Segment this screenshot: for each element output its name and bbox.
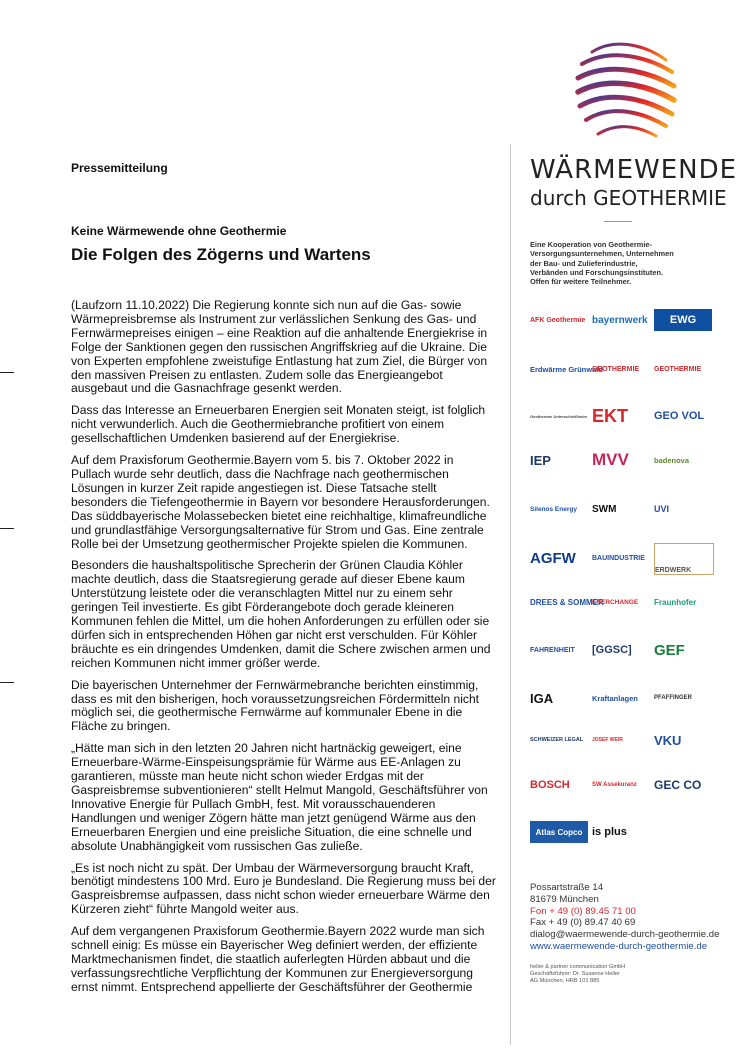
partner-logo [592, 770, 650, 800]
partner-logo-text: EKT [592, 405, 628, 426]
partner-logo [654, 817, 712, 847]
partner-logo-text: Atlas Copco [535, 827, 583, 837]
partner-logo [530, 635, 588, 665]
paragraph: Besonders die haushaltspolitische Sprecherin der Grünen Claudia Köhler machte deutlich, dass die Staatsregierung gerade auf dieser Ebene kaum Unterstützung leistete oder die veranschlagten Mittel nur zu einem sehr geringen Teil investierte. Es gibt Förderangebote doch gerade kleineren Kommunen fehlen die Mittel, um die hohen Anforderungen zu erfüllen oder sie dürfen sich in entsprechenden Höhen gar nicht erst verschulden. Für Köhler bräuchte es ein dringendes Umdenken, damit die Schere zwischen armen und reichen Kommunen nicht immer größer werde. [71, 558, 491, 670]
partner-logo [530, 683, 588, 713]
partner-logo-text: GEO VOL [654, 410, 705, 422]
partner-logo [592, 354, 650, 384]
partner-logo-text: Kraftanlagen [592, 693, 638, 703]
page-title: Die Folgen des Zögerns und Wartens [71, 245, 371, 264]
partner-logo-text: PFAFFINGER [654, 695, 693, 701]
partner-logo-text: SCHWEIZER LEGAL [530, 737, 584, 743]
partner-logo [654, 401, 712, 431]
partner-logo [592, 401, 650, 431]
brand-rule [604, 221, 632, 222]
paragraph: „Es ist noch nicht zu spät. Der Umbau der Wärmeversorgung braucht Kraft, benötigt mindestens 100 Mrd. Euro je Bundesland. Die Regierung muss bei der Gaspreisbremse aufpassen, dass nicht schon wieder erneuerbare Wärme den Kürzeren zieht“ führte Mangold weiter aus. [71, 860, 496, 917]
subtitle: Keine Wärmewende ohne Geothermie [71, 224, 287, 238]
partner-logo-text: GEOTHERMIE [654, 365, 702, 373]
partner-logo [654, 587, 712, 617]
partner-logo [530, 305, 588, 335]
partner-logo-text: BOSCH [530, 779, 570, 791]
partner-logo-text: JOSEF WEIR [592, 737, 623, 743]
partner-logo-text: MVV [592, 450, 629, 469]
waves-logo-icon [574, 38, 678, 146]
partner-logo-text: GEOTHERMIE [592, 365, 640, 373]
partner-logo [530, 587, 604, 617]
partner-logo-text: EWG [669, 314, 697, 326]
partner-logo-text: SWM [592, 503, 617, 515]
coop-line: Offen für weitere Teilnehmer. [530, 277, 632, 287]
paragraph: (Laufzorn 11.10.2022) Die Regierung konnte sich nun auf die Gas- sowie Wärmepreisbremse als Instrument zur verlässlichen Senkung des Gas- und Fernwärmepreises einigen – eine Reaktion auf die anhaltende Energiekrise in Folge der Sanktionen gegen den russischen Angriffskrieg auf die Ukraine. Die von Experten empfohlene zweistufige Entlastung hat zum Ziel, die Bürger von den massiven Preisen zu entlasten. Zudem solle das Energieangebot ausgebaut und die Gasnachfrage gesenkt werden. [71, 298, 488, 396]
coop-line: Eine Kooperation von Geothermie- [530, 240, 652, 249]
partner-logo-text: DREES & SOMMER [530, 597, 604, 607]
partner-logo [530, 494, 588, 524]
partner-logo-text: Fraunhofer [654, 597, 697, 607]
partner-logo [654, 494, 712, 524]
paragraph: Die bayerischen Unternehmer der Fernwärmebranche berichten einstimmig, dass es mit den bisherigen, hoch voraussetzungsreichen Fördermitteln nicht möglich sei, die geothermische Fernwärme auf kommunaler Ebene in die Fläche zu bringen. [71, 677, 480, 734]
article-body [71, 299, 496, 1003]
brand-tagline: durch GEOTHERMIE [530, 186, 727, 210]
partner-logo-text: Geothermie Unterschleißheim [530, 413, 587, 419]
coop-line: der Bau- und Zulieferindustrie, [530, 258, 638, 268]
partner-logo-text: UVI [654, 504, 670, 514]
partner-logo [654, 635, 712, 665]
contact-email[interactable]: dialog@waermewende-durch-geothermie.de [530, 929, 720, 941]
partner-logo [592, 817, 650, 847]
press-release-label: Pressemitteilung [71, 161, 168, 175]
partner-logo [530, 401, 588, 431]
partner-logo-text: Erdwärme Grünwald [530, 364, 603, 374]
partner-logo [592, 543, 650, 573]
fold-mark-middle [0, 528, 14, 529]
partner-logo [592, 725, 650, 755]
partner-logo [592, 683, 650, 713]
contact-web[interactable]: www.waermewende-durch-geothermie.de [530, 940, 708, 952]
paragraph: Dass das Interesse an Erneuerbaren Energien seit Monaten steigt, ist folglich nicht verwunderlich. Auch die Geothermiebranche profitiert von einem gesellschaftlichen Umdenken basierend auf der Energiekrise. [71, 403, 486, 446]
partner-logo-text: SW Assekuranz [592, 782, 637, 788]
partner-logo [654, 309, 712, 331]
partner-logo [592, 587, 650, 617]
partner-logo-text: ERDWERK [655, 567, 692, 574]
partner-logo [654, 770, 712, 800]
partner-logo [530, 821, 588, 843]
partner-logo-text: ENERCHANGE [592, 598, 639, 606]
fold-mark-bottom [0, 682, 14, 683]
partner-logo [530, 543, 588, 573]
cooperation-text [530, 240, 720, 286]
partner-logo-text: badenova [654, 455, 690, 465]
partner-logo-text: IEP [530, 452, 551, 468]
paragraph: „Hätte man sich in den letzten 20 Jahren nicht hartnäckig geweigert, eine Erneuerbare-Wärme-Einspeisungsprämie für Wärme aus EE-Anlagen zu garantieren, müsste man heute nicht schon wieder Erdgas mit der Gaspreisbremse subventionieren“ stellt Helmut Mangold, Geschäftsführer von Innovative Energie für Pullach GmbH, fest. Mit vorausschauenderen Handlungen und weniger Zögern hätte man jetzt genügend Wärme aus den Erneuerbaren Energien und eine preisliche Situation, die eine schnelle und absolute Unabhängigkeit vom russischen Gas zuließe. [71, 741, 488, 853]
contact-phone: Fon + 49 (0) 89.45 71 00 [530, 905, 636, 917]
brand-wordmark: WÄRMEWENDE [530, 155, 738, 185]
partner-logo [592, 305, 650, 335]
fold-mark-top [0, 372, 14, 373]
partner-logo [654, 543, 714, 575]
partner-logo-text: bayernwerk [592, 314, 648, 326]
partner-logo-text: VKU [654, 732, 682, 748]
paragraph: Auf dem Praxisforum Geothermie.Bayern vom 5. bis 7. Oktober 2022 in Pullach wurde sehr deutlich, dass die Nachfrage nach geothermischen Lösungen in kurzer Zeit rapide angestiegen ist. Diese Tatsache stellt besonders die Tiefengeothermie in Bayern vor besondere Herausforderungen. Das süddbayerische Molassebecken bietet eine reichhaltige, klimafreundliche und grundlastfähige Versorgungsalternative für Strom und Gas. Eine zentrale Rolle bei der Umsetzung geothermischer Projekte spielen die Kommunen. [71, 453, 490, 551]
contact-street: Possartstraße 14 [530, 882, 604, 893]
partner-logo [592, 494, 650, 524]
partner-logo-text: BAUINDUSTRIE [592, 554, 645, 562]
coop-line: Verbänden und Forschungsinstituten. [530, 267, 664, 277]
partner-logo-text: is plus [592, 826, 627, 838]
imprint-line: Geschäftsführer: Dr. Susanne Heller [530, 971, 620, 977]
sidebar-divider [510, 144, 511, 1045]
imprint [530, 964, 625, 985]
paragraph: Auf dem vergangenen Praxisforum Geothermie.Bayern 2022 wurde man sich schnell einig: Es müsse ein Bayerischer Weg definiert werden, der effiziente Marktmechanismen findet, die staatlich auferlegten Hürden abbaut und die verfassungsrechtliche Verpflichtung der Kommunen zur Energieversorgung ernst nimmt. Entsprechend appellierte der Geschäftsführer der Geothermie [71, 924, 485, 994]
partner-logo-text: Silenos Energy [530, 505, 577, 513]
partner-logo [654, 445, 712, 475]
coop-line: Versorgungsunternehmen, Unternehmen [530, 249, 674, 259]
partner-logo-text: [GGSC] [592, 644, 632, 656]
partner-logo-text: IGA [530, 690, 554, 706]
partner-logo [530, 354, 603, 384]
partner-logo-text: AGFW [530, 549, 576, 567]
partner-logo [530, 770, 588, 800]
partner-logo [592, 445, 650, 475]
partner-logo-text: GEF [654, 641, 685, 659]
partner-logo-text: GEC CO [654, 778, 702, 792]
partner-logo [654, 725, 712, 755]
partner-logo-text: AFK Geothermie [530, 316, 586, 324]
imprint-line: AG München, HRB 101 885 [530, 978, 600, 984]
partner-logo [654, 683, 712, 713]
partner-logo [530, 445, 588, 475]
contact-fax: Fax + 49 (0) 89.47 40 69 [530, 917, 636, 929]
partner-logo [530, 725, 588, 755]
contact-city: 81679 München [530, 893, 599, 905]
partner-logo-text: FAHRENHEIT [530, 646, 575, 654]
imprint-line: heller & partner communication GmbH [530, 964, 626, 970]
contact-block [530, 882, 719, 953]
partner-logo [592, 635, 650, 665]
partner-logo [654, 354, 712, 384]
